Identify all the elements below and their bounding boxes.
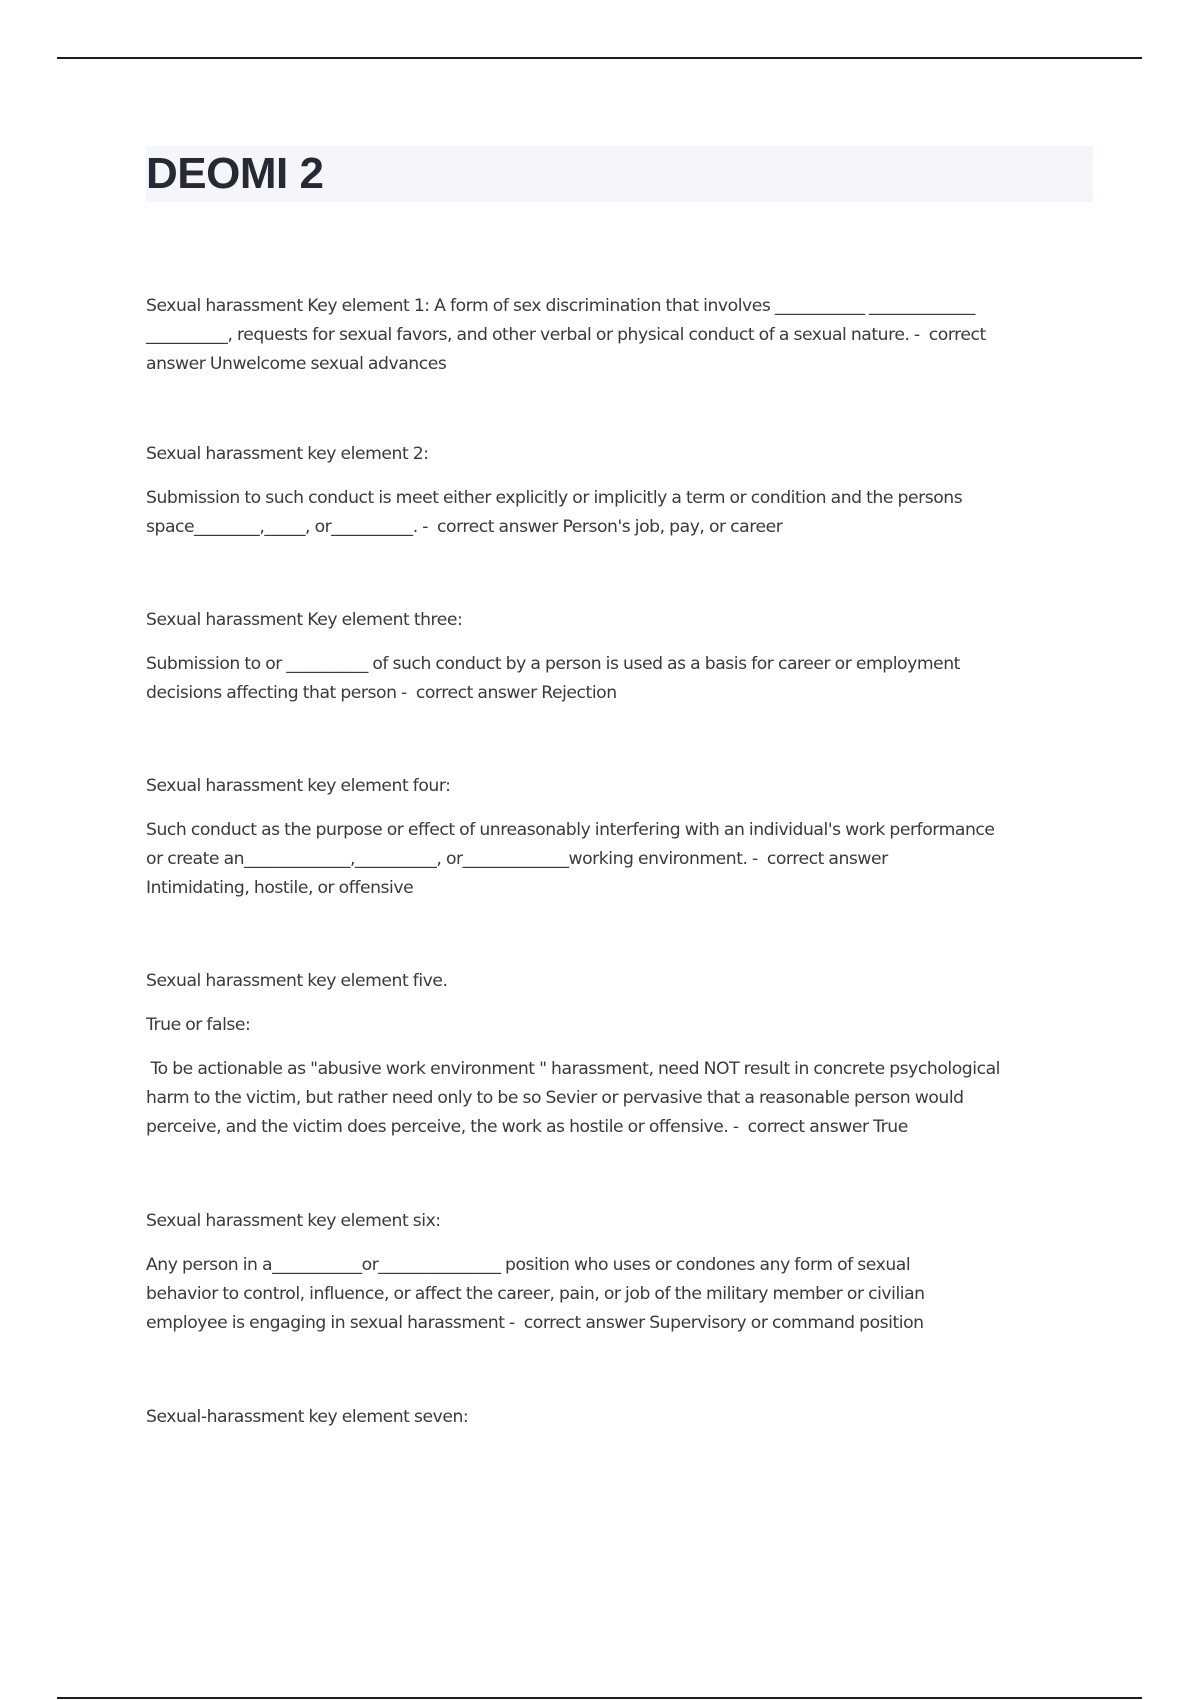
question-item-5 xyxy=(146,967,1096,1142)
answer-text-line: employee is engaging in sexual harassment - correct answer Supervisory or command position xyxy=(146,1313,924,1333)
question-text-line: __________, requests for sexual favors, and other verbal or physical conduct of a sexual nature. - correct xyxy=(146,325,986,345)
question-heading: Sexual harassment key element six: xyxy=(146,1211,441,1231)
document-title: DEOMI 2 xyxy=(146,149,324,198)
title-band xyxy=(146,146,1093,202)
question-text-line: or create an_____________,__________, or_____________working environment. - correct answer xyxy=(146,849,888,869)
bottom-rule xyxy=(57,1697,1142,1699)
top-rule xyxy=(57,57,1142,59)
question-item-6 xyxy=(146,1207,1096,1338)
answer-text-line: perceive, and the victim does perceive, the work as hostile or offensive. - correct answer True xyxy=(146,1117,908,1137)
question-heading: Sexual harassment key element four: xyxy=(146,776,451,796)
question-item-3 xyxy=(146,606,1096,708)
question-text-line: Submission to or __________ of such conduct by a person is used as a basis for career or employment xyxy=(146,654,960,674)
question-item-7 xyxy=(146,1403,1096,1432)
answer-text-line: answer Unwelcome sexual advances xyxy=(146,354,447,374)
question-text-line: Submission to such conduct is meet either explicitly or implicitly a term or condition and the persons xyxy=(146,488,963,508)
question-subheading: True or false: xyxy=(146,1015,251,1035)
question-item-2 xyxy=(146,440,1096,542)
question-heading: Sexual harassment key element 2: xyxy=(146,444,429,464)
question-item-4 xyxy=(146,772,1096,903)
question-heading: Sexual harassment key element five. xyxy=(146,971,448,991)
question-item-1 xyxy=(146,292,1096,379)
question-heading: Sexual-harassment key element seven: xyxy=(146,1407,469,1427)
question-text-line: Such conduct as the purpose or effect of unreasonably interfering with an individual's work performance xyxy=(146,820,995,840)
question-heading: Sexual harassment Key element three: xyxy=(146,610,463,630)
answer-text-line: space________,_____, or__________. - correct answer Person's job, pay, or career xyxy=(146,517,783,537)
question-text-line: harm to the victim, but rather need only to be so Sevier or pervasive that a reasonable person would xyxy=(146,1088,964,1108)
question-text-line: behavior to control, influence, or affect the career, pain, or job of the military member or civilian xyxy=(146,1284,925,1304)
question-text-line: To be actionable as "abusive work environment " harassment, need NOT result in concrete psychological xyxy=(146,1059,1000,1079)
answer-text-line: Intimidating, hostile, or offensive xyxy=(146,878,414,898)
answer-text-line: decisions affecting that person - correct answer Rejection xyxy=(146,683,617,703)
question-text-line: Sexual harassment Key element 1: A form of sex discrimination that involves ___________ _____________ xyxy=(146,296,975,316)
question-text-line: Any person in a___________or_______________ position who uses or condones any form of sexual xyxy=(146,1255,911,1275)
